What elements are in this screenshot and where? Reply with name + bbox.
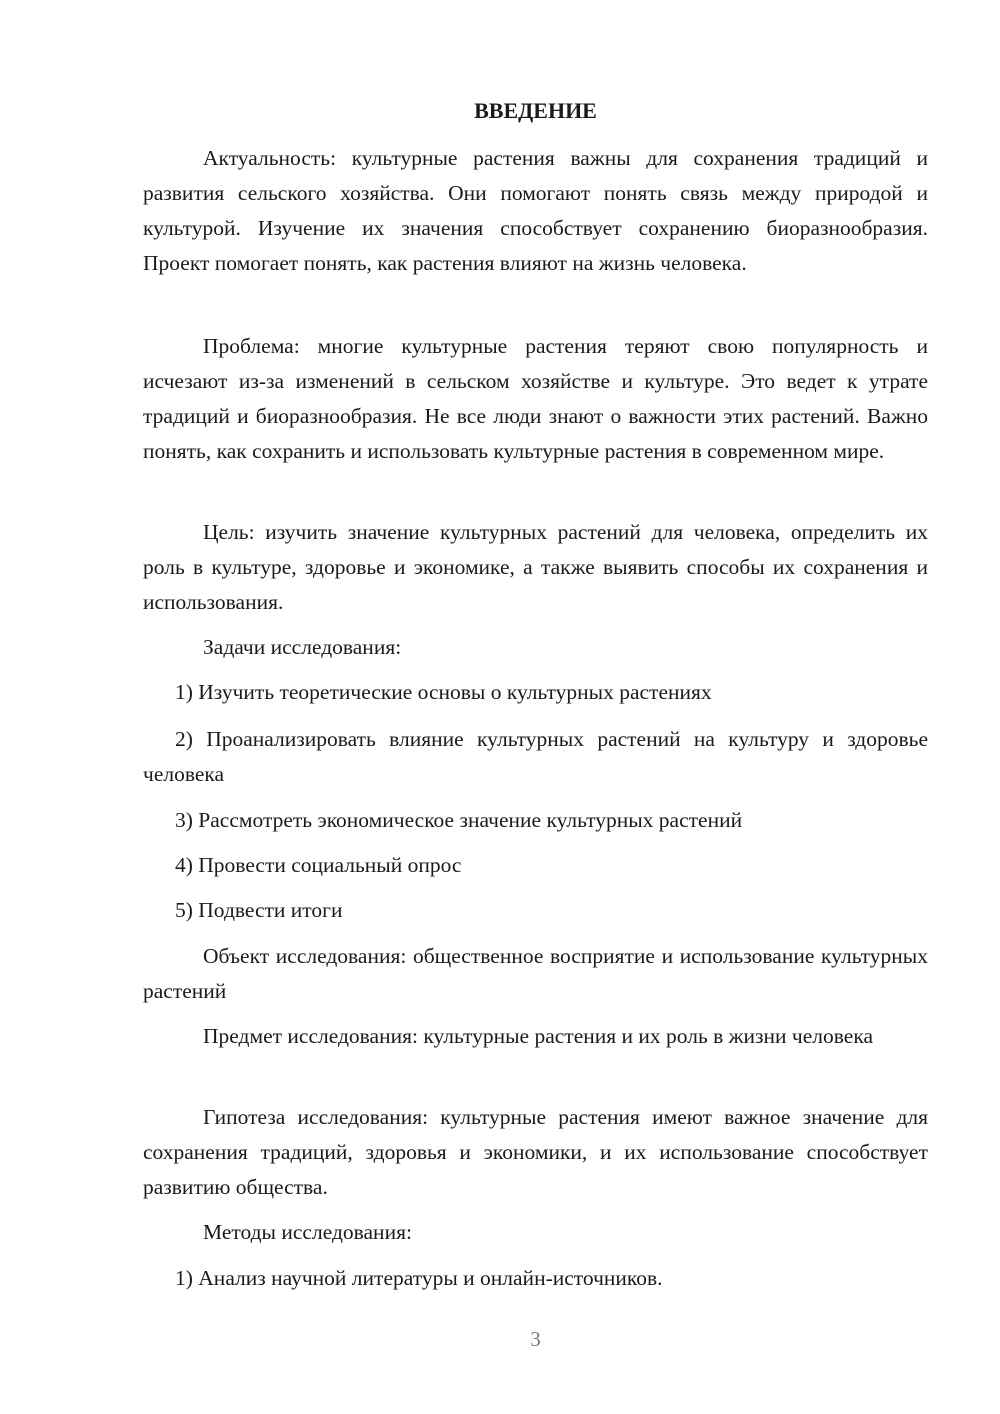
task-item-1: 1) Изучить теоретические основы о культурных растениях: [175, 680, 712, 704]
page-number: 3: [530, 1327, 541, 1351]
problem-paragraph: Проблема: многие культурные растения теряют свою популярность и исчезают из-за изменений в сельском хозяйстве и культуре. Это ведет к утрате традиций и биоразнообразия. Не все люди знают о важности этих растений. Важно понять, как сохранить и использовать культурные растения в современном мире.: [143, 334, 928, 463]
task-item-5: 5) Подвести итоги: [175, 898, 343, 922]
goal-paragraph: Цель: изучить значение культурных растений для человека, определить их роль в культуре, здоровье и экономике, а также выявить способы их сохранения и использования.: [143, 520, 928, 614]
method-item-1: 1) Анализ научной литературы и онлайн-источников.: [175, 1266, 663, 1290]
task-item-4: 4) Провести социальный опрос: [175, 853, 462, 877]
tasks-heading: Задачи исследования:: [203, 635, 402, 659]
methods-heading: Методы исследования:: [203, 1220, 412, 1244]
subject-paragraph: Предмет исследования: культурные растения и их роль в жизни человека: [203, 1024, 873, 1048]
task-item-2: 2) Проанализировать влияние культурных растений на культуру и здоровье человека: [143, 727, 928, 786]
relevance-paragraph: Актуальность: культурные растения важны для сохранения традиций и развития сельского хозяйства. Они помогают понять связь между природой и культурой. Изучение их значения способствует сохранению биоразнообразия. Проект помогает понять, как растения влияют на жизнь человека.: [143, 146, 928, 275]
section-title: ВВЕДЕНИЕ: [474, 98, 597, 123]
task-item-3: 3) Рассмотреть экономическое значение культурных растений: [175, 808, 743, 832]
document-page: [143, 0, 928, 1414]
hypothesis-paragraph: Гипотеза исследования: культурные растения имеют важное значение для сохранения традиций, здоровья и экономики, и их использование способствует развитию общества.: [143, 1105, 928, 1199]
object-paragraph: Объект исследования: общественное восприятие и использование культурных растений: [143, 944, 928, 1003]
